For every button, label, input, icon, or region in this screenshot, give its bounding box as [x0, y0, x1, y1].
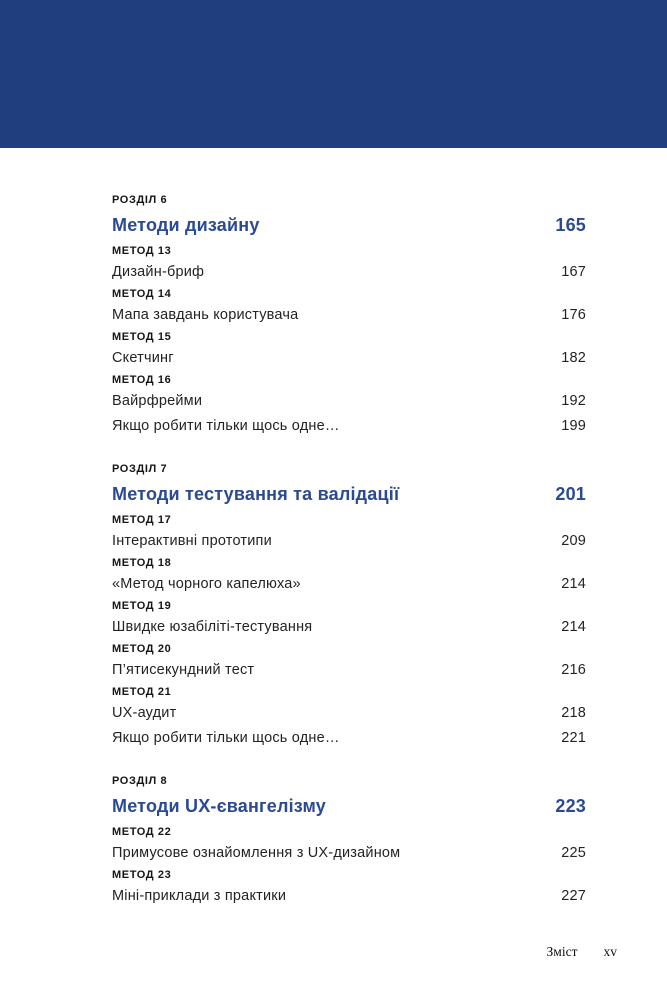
chapter-title: Методи дизайну — [112, 215, 260, 235]
chapter-row[interactable] — [112, 484, 586, 505]
method-label: МЕТОД 23 — [112, 869, 172, 881]
footer-section-label: Зміст — [546, 944, 578, 959]
chapter-page-number: 223 — [555, 796, 586, 816]
chapter-kicker: РОЗДІЛ 8 — [112, 775, 168, 787]
entry-row[interactable] — [112, 662, 586, 679]
chapter-row[interactable] — [112, 796, 586, 817]
table-of-contents — [0, 148, 667, 905]
method-label: МЕТОД 19 — [112, 600, 172, 612]
chapter-kicker: РОЗДІЛ 7 — [112, 463, 168, 475]
entry-page-number: 225 — [561, 845, 586, 861]
entry-page-number: 167 — [561, 264, 586, 280]
entry-title: Мапа завдань користувача — [112, 307, 299, 323]
chapter-kicker: РОЗДІЛ 6 — [112, 194, 168, 206]
chapter-page-number: 165 — [555, 215, 586, 235]
entry-title: Примусове ознайомлення з UX-дизайном — [112, 845, 401, 861]
chapter-page-number: 201 — [555, 484, 586, 504]
entry-page-number: 209 — [561, 533, 586, 549]
entry-title: Інтерактивні прототипи — [112, 533, 272, 549]
entry-title: Міні-приклади з практики — [112, 888, 287, 904]
entry-title: Дизайн-бриф — [112, 264, 205, 280]
method-label: МЕТОД 14 — [112, 288, 172, 300]
method-label: МЕТОД 15 — [112, 331, 172, 343]
method-label: МЕТОД 18 — [112, 557, 172, 569]
entry-row[interactable] — [112, 730, 586, 747]
header-band — [0, 0, 667, 148]
toc-section — [112, 194, 586, 435]
entry-page-number: 221 — [561, 730, 586, 746]
entry-title: Якщо робити тільки щось одне… — [112, 418, 340, 434]
entry-title: Вайрфрейми — [112, 393, 203, 409]
entry-row[interactable] — [112, 845, 586, 862]
entry-page-number: 214 — [561, 619, 586, 635]
entry-title: П’ятисекундний тест — [112, 662, 255, 678]
entry-row[interactable] — [112, 264, 586, 281]
toc-section — [112, 463, 586, 747]
chapter-row[interactable] — [112, 215, 586, 236]
page-footer — [547, 944, 617, 960]
method-label: МЕТОД 17 — [112, 514, 172, 526]
entry-page-number: 227 — [561, 888, 586, 904]
chapter-title: Методи тестування та валідації — [112, 484, 400, 504]
entry-page-number: 182 — [561, 350, 586, 366]
entry-page-number: 218 — [561, 705, 586, 721]
method-label: МЕТОД 20 — [112, 643, 172, 655]
entry-row[interactable] — [112, 418, 586, 435]
entry-title: Скетчинг — [112, 350, 174, 366]
entry-title: Якщо робити тільки щось одне… — [112, 730, 340, 746]
method-label: МЕТОД 22 — [112, 826, 172, 838]
entry-page-number: 214 — [561, 576, 586, 592]
entry-row[interactable] — [112, 619, 586, 636]
chapter-title: Методи UX-євангелізму — [112, 796, 326, 816]
entry-row[interactable] — [112, 705, 586, 722]
method-label: МЕТОД 21 — [112, 686, 172, 698]
toc-section — [112, 775, 586, 905]
entry-page-number: 176 — [561, 307, 586, 323]
method-label: МЕТОД 16 — [112, 374, 172, 386]
entry-title: Швидке юзабіліті-тестування — [112, 619, 313, 635]
entry-row[interactable] — [112, 888, 586, 905]
entry-page-number: 199 — [561, 418, 586, 434]
entry-page-number: 192 — [561, 393, 586, 409]
entry-title: UX-аудит — [112, 705, 177, 721]
entry-row[interactable] — [112, 307, 586, 324]
entry-row[interactable] — [112, 350, 586, 367]
entry-row[interactable] — [112, 393, 586, 410]
entry-page-number: 216 — [561, 662, 586, 678]
method-label: МЕТОД 13 — [112, 245, 172, 257]
entry-title: «Метод чорного капелюха» — [112, 576, 301, 592]
entry-row[interactable] — [112, 576, 586, 593]
footer-page-number: xv — [603, 944, 617, 959]
entry-row[interactable] — [112, 533, 586, 550]
